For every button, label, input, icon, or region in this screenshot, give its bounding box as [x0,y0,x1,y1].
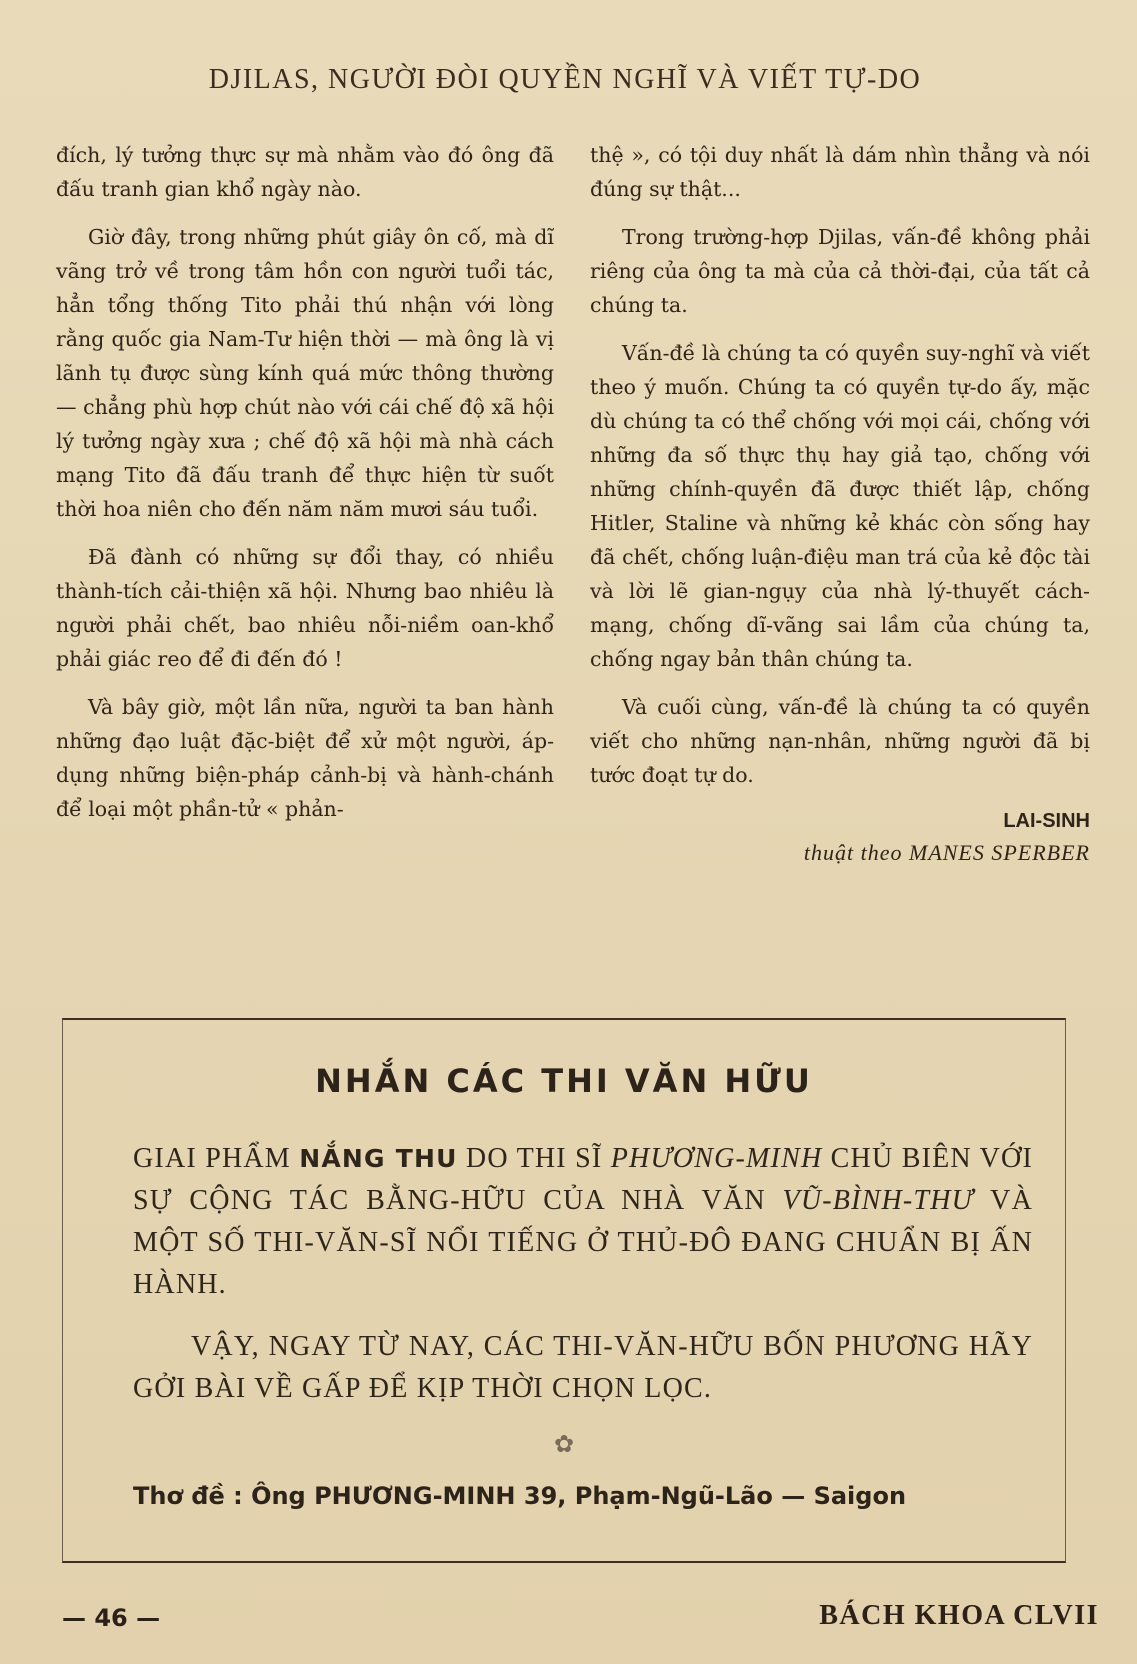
magazine-issue: BÁCH KHOA CLVII [819,1600,1099,1631]
page-number: — 46 — [62,1604,161,1632]
notice-text: DO THI SĨ [457,1143,611,1174]
collaborator-name: VŨ-BÌNH-THƯ [782,1185,974,1216]
left-paragraph-1: đích, lý tưởng thực sự mà nhằm vào đó ông đã đấu tranh gian khổ ngày nào. [56,143,554,201]
notice-text: CHỦ BIÊN VỚI SỰ CỘNG TÁC BẰNG-HỮU CỦA NHÀ VĂN [133,1143,1033,1216]
right-paragraph-2: Trong trường-hợp Djilas, vấn-đề không phải riêng của ông ta mà của cả thời-đại, của tất cả chúng ta. [590,225,1090,317]
left-paragraph-3: Đã đành có những sự đổi thay, có nhiều thành-tích cải-thiện xã hội. Nhưng bao nhiêu là người phải chết, bao nhiêu nỗi-niềm oan-khổ phải giác reo để đi đến đó ! [56,545,554,671]
notice-contact-line: Thơ đề : Ông PHƯƠNG-MINH 39, Phạm-Ngũ-Lão — Saigon [133,1482,907,1510]
flower-ornament-icon: ✿ [553,1430,575,1458]
notice-paragraph-1 [133,1138,1033,1306]
notice-text: VÀ MỘT SỐ THI-VĂN-SĨ NỔI TIẾNG Ở THỦ-ĐÔ ĐANG CHUẨN BỊ ẤN HÀNH. [133,1185,1033,1300]
notice-body [133,1138,1033,1430]
left-paragraph-2: Giờ đây, trong những phút giây ôn cố, mà dĩ vãng trở về trong tâm hồn con người tuổi tác, hẳn tổng thống Tito phải thú nhận với lòng rằng quốc gia Nam-Tư hiện thời — mà ông là vị lãnh tụ được sùng kính quá mức thông thường — chẳng phù hợp chút nào với cái chế độ xã hội lý tưởng ngày xưa ; chế độ xã hội mà nhà cách mạng Tito đã đấu tranh để thực hiện từ suốt thời hoa niên cho đến năm năm mươi sáu tuổi. [56,225,554,521]
notice-title: NHẮN CÁC THI VĂN HỮU [315,1062,813,1100]
right-paragraph-4: Và cuối cùng, vấn-đề là chúng ta có quyền viết cho những nạn-nhân, những người đã bị tước đoạt tự do. [590,695,1090,787]
running-head: DJILAS, NGƯỜI ĐÒI QUYỀN NGHĨ VÀ VIẾT TỰ-DO [208,64,922,95]
right-paragraph-1: thệ », có tội duy nhất là dám nhìn thẳng và nói đúng sự thật... [590,143,1090,201]
publication-name: NẮNG THU [299,1144,458,1173]
editor-name: PHƯƠNG-MINH [610,1143,823,1174]
notice-box [62,1018,1066,1563]
right-paragraph-3: Vấn-đề là chúng ta có quyền suy-nghĩ và viết theo ý muốn. Chúng ta có quyền tự-do ấy, mặc dù chúng ta có thể chống với mọi cái, chống với những đa số thực thụ hay giả tạo, chống với những chính-quyền đã được thiết lập, chống Hitler, Staline và những kẻ khác còn sống hay đã chết, chống luận-điệu man trá của kẻ độc tài và lời lẽ gian-ngụy của nhà lý-thuyết cách-mạng, chống dĩ-vãng sai lầm của chúng ta, chống ngay bản thân chúng ta. [590,341,1090,671]
notice-text: GIAI PHẨM [133,1143,300,1174]
right-column [590,138,1090,870]
notice-paragraph-2: VẬY, NGAY TỪ NAY, CÁC THI-VĂN-HỮU BỐN PHƯƠNG HÃY GỞI BÀI VỀ GẤP ĐỂ KỊP THỜI CHỌN LỌC. [133,1331,1033,1404]
author-attribution: thuật theo MANES SPERBER [803,840,1090,865]
left-paragraph-4: Và bây giờ, một lần nữa, người ta ban hành những đạo luật đặc-biệt để xử một người, áp-dụng những biện-pháp cảnh-bị và hành-chánh để loại một phần-tử « phản- [56,695,554,821]
left-column [56,138,554,840]
author-signature: LAI-SINH [1003,810,1090,832]
